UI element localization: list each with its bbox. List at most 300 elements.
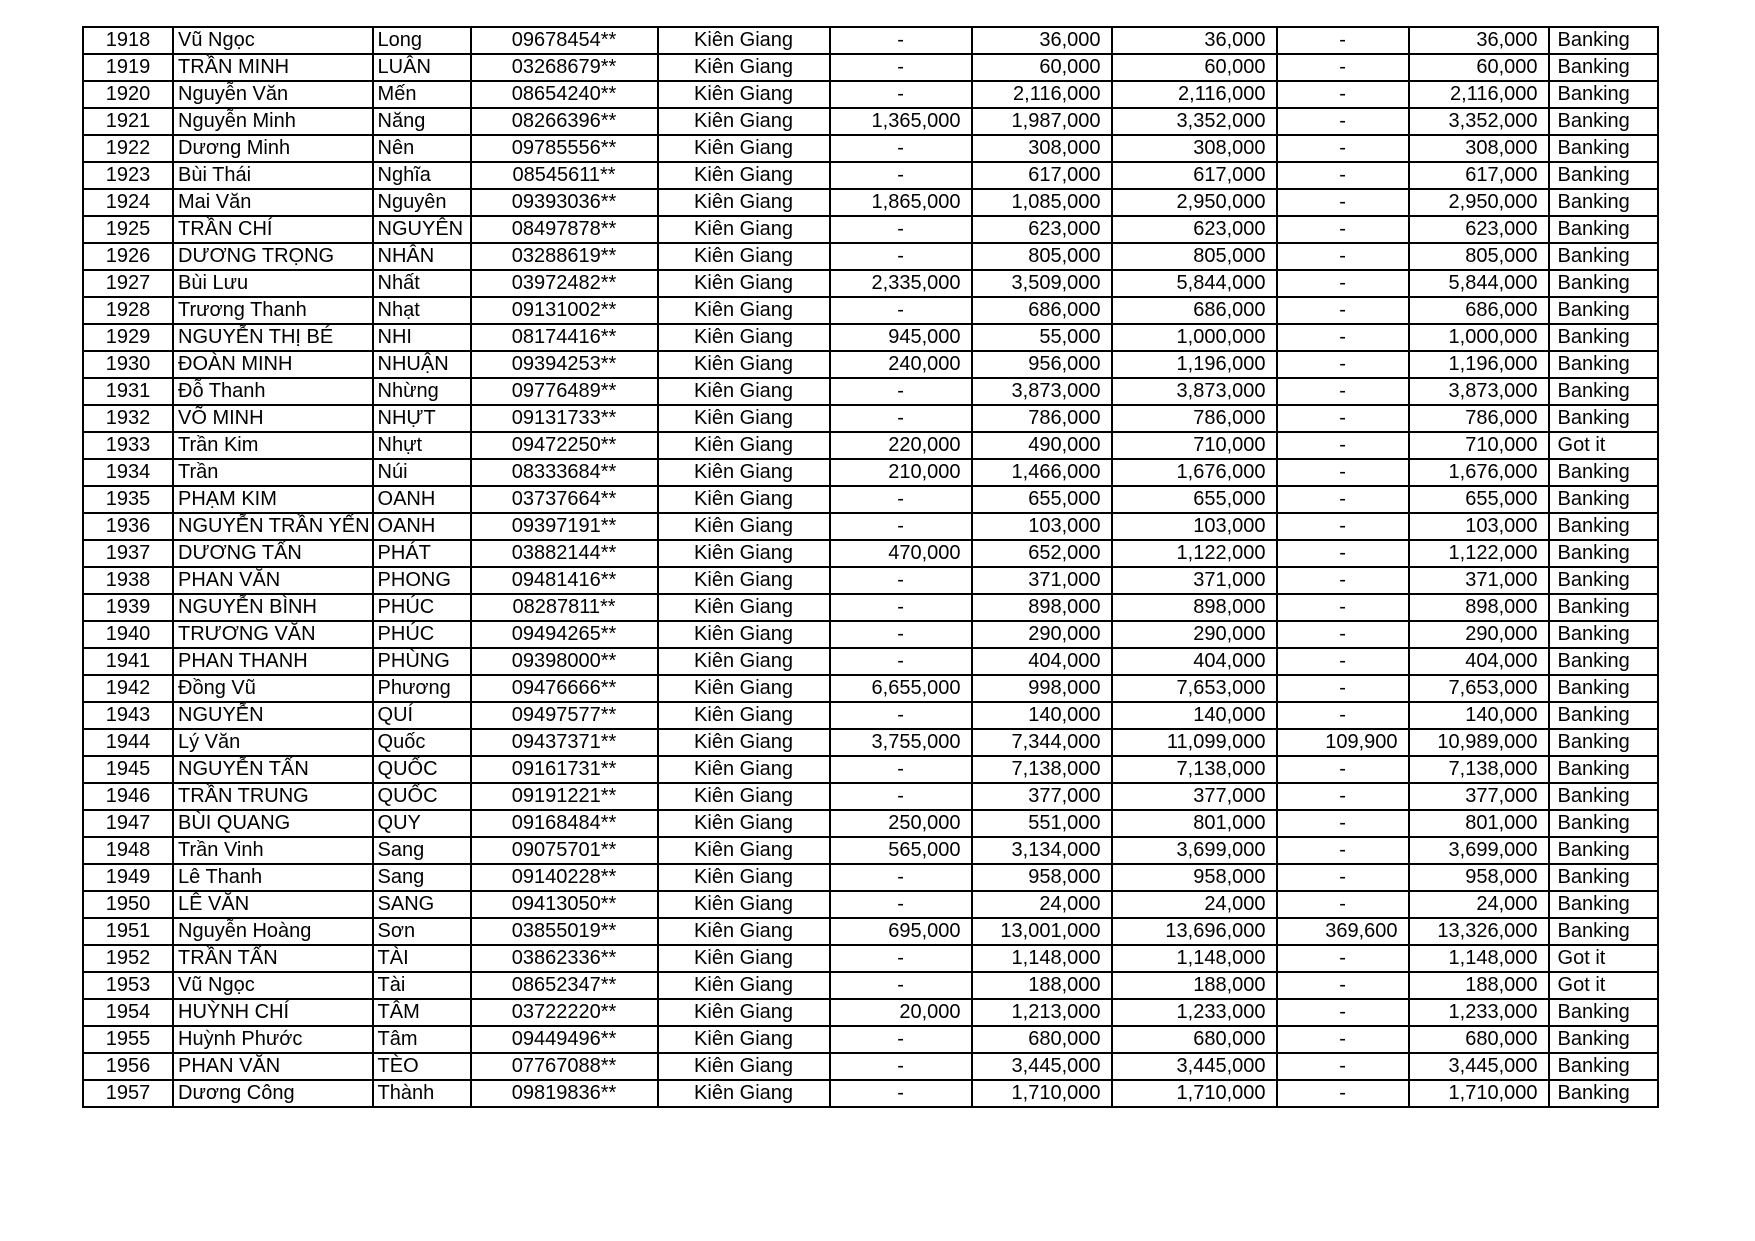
phone-cell: 09394253** [471,351,658,378]
amount-paid-cell: 3,873,000 [1409,378,1549,405]
amount-previous-cell: 945,000 [830,324,972,351]
province-cell: Kiên Giang [658,1080,830,1107]
amount-previous-cell: - [830,594,972,621]
province-cell: Kiên Giang [658,324,830,351]
amount-current-cell: 2,116,000 [972,81,1112,108]
row-number-cell: 1939 [83,594,173,621]
first-name-cell: Vũ Ngọc [173,27,373,54]
amount-previous-cell: - [830,405,972,432]
table-row [83,486,1658,513]
amount-current-cell: 655,000 [972,486,1112,513]
last-name-cell: Sang [373,837,471,864]
first-name-cell: Đỗ Thanh [173,378,373,405]
amount-total-cell: 2,116,000 [1112,81,1277,108]
table-row [83,783,1658,810]
last-name-cell: Nhất [373,270,471,297]
row-number-cell: 1922 [83,135,173,162]
phone-cell: 09140228** [471,864,658,891]
province-cell: Kiên Giang [658,756,830,783]
amount-total-cell: 7,653,000 [1112,675,1277,702]
amount-total-cell: 24,000 [1112,891,1277,918]
amount-current-cell: 1,987,000 [972,108,1112,135]
province-cell: Kiên Giang [658,864,830,891]
province-cell: Kiên Giang [658,972,830,999]
last-name-cell: NGUYÊN [373,216,471,243]
amount-paid-cell: 2,950,000 [1409,189,1549,216]
row-number-cell: 1935 [83,486,173,513]
amount-paid-cell: 1,710,000 [1409,1080,1549,1107]
payment-method-cell: Banking [1549,27,1658,54]
row-number-cell: 1919 [83,54,173,81]
amount-total-cell: 801,000 [1112,810,1277,837]
deduction-cell: - [1277,621,1409,648]
amount-current-cell: 140,000 [972,702,1112,729]
deduction-cell: - [1277,999,1409,1026]
row-number-cell: 1943 [83,702,173,729]
row-number-cell: 1957 [83,1080,173,1107]
row-number-cell: 1956 [83,1053,173,1080]
last-name-cell: NHI [373,324,471,351]
row-number-cell: 1944 [83,729,173,756]
last-name-cell: QUÍ [373,702,471,729]
phone-cell: 09776489** [471,378,658,405]
table-row [83,27,1658,54]
province-cell: Kiên Giang [658,216,830,243]
amount-previous-cell: - [830,648,972,675]
amount-paid-cell: 805,000 [1409,243,1549,270]
table-row [83,864,1658,891]
last-name-cell: Nhừng [373,378,471,405]
last-name-cell: PHONG [373,567,471,594]
first-name-cell: NGUYỄN THỊ BÉ [173,324,373,351]
amount-paid-cell: 710,000 [1409,432,1549,459]
table-row [83,1053,1658,1080]
amount-paid-cell: 140,000 [1409,702,1549,729]
amount-paid-cell: 898,000 [1409,594,1549,621]
amount-current-cell: 617,000 [972,162,1112,189]
deduction-cell: - [1277,702,1409,729]
first-name-cell: PHAN VĂN [173,1053,373,1080]
first-name-cell: Lý Văn [173,729,373,756]
row-number-cell: 1945 [83,756,173,783]
first-name-cell: TRẦN TRUNG [173,783,373,810]
payment-method-cell: Banking [1549,81,1658,108]
amount-previous-cell: - [830,1026,972,1053]
last-name-cell: PHÁT [373,540,471,567]
amount-total-cell: 1,710,000 [1112,1080,1277,1107]
last-name-cell: Tài [373,972,471,999]
deduction-cell: - [1277,1053,1409,1080]
table-row [83,135,1658,162]
amount-total-cell: 3,445,000 [1112,1053,1277,1080]
table-row [83,891,1658,918]
amount-current-cell: 13,001,000 [972,918,1112,945]
row-number-cell: 1924 [83,189,173,216]
row-number-cell: 1932 [83,405,173,432]
amount-paid-cell: 188,000 [1409,972,1549,999]
table-row [83,324,1658,351]
phone-cell: 09437371** [471,729,658,756]
amount-paid-cell: 404,000 [1409,648,1549,675]
amount-paid-cell: 786,000 [1409,405,1549,432]
province-cell: Kiên Giang [658,162,830,189]
amount-total-cell: 898,000 [1112,594,1277,621]
province-cell: Kiên Giang [658,1026,830,1053]
amount-total-cell: 188,000 [1112,972,1277,999]
amount-total-cell: 7,138,000 [1112,756,1277,783]
amount-paid-cell: 10,989,000 [1409,729,1549,756]
amount-total-cell: 3,699,000 [1112,837,1277,864]
payment-method-cell: Banking [1549,702,1658,729]
deduction-cell: - [1277,162,1409,189]
province-cell: Kiên Giang [658,108,830,135]
phone-cell: 08266396** [471,108,658,135]
amount-current-cell: 36,000 [972,27,1112,54]
phone-cell: 09785556** [471,135,658,162]
first-name-cell: Trần Kim [173,432,373,459]
amount-current-cell: 290,000 [972,621,1112,648]
amount-current-cell: 956,000 [972,351,1112,378]
amount-current-cell: 404,000 [972,648,1112,675]
amount-total-cell: 1,000,000 [1112,324,1277,351]
payment-method-cell: Banking [1549,405,1658,432]
amount-total-cell: 617,000 [1112,162,1277,189]
amount-paid-cell: 371,000 [1409,567,1549,594]
amount-paid-cell: 36,000 [1409,27,1549,54]
amount-current-cell: 60,000 [972,54,1112,81]
amount-previous-cell: - [830,567,972,594]
amount-previous-cell: - [830,621,972,648]
amount-paid-cell: 1,196,000 [1409,351,1549,378]
amount-previous-cell: - [830,972,972,999]
payment-method-cell: Banking [1549,810,1658,837]
phone-cell: 09678454** [471,27,658,54]
amount-current-cell: 371,000 [972,567,1112,594]
first-name-cell: VÕ MINH [173,405,373,432]
last-name-cell: Năng [373,108,471,135]
amount-current-cell: 686,000 [972,297,1112,324]
phone-cell: 09472250** [471,432,658,459]
payment-method-cell: Got it [1549,432,1658,459]
deduction-cell: - [1277,648,1409,675]
province-cell: Kiên Giang [658,621,830,648]
amount-current-cell: 652,000 [972,540,1112,567]
first-name-cell: Huỳnh Phước [173,1026,373,1053]
row-number-cell: 1933 [83,432,173,459]
province-cell: Kiên Giang [658,918,830,945]
last-name-cell: Nhạt [373,297,471,324]
phone-cell: 03862336** [471,945,658,972]
deduction-cell: - [1277,432,1409,459]
deduction-cell: - [1277,108,1409,135]
province-cell: Kiên Giang [658,729,830,756]
phone-cell: 03288619** [471,243,658,270]
table-row [83,243,1658,270]
province-cell: Kiên Giang [658,270,830,297]
province-cell: Kiên Giang [658,648,830,675]
phone-cell: 03268679** [471,54,658,81]
amount-previous-cell: 210,000 [830,459,972,486]
amount-total-cell: 2,950,000 [1112,189,1277,216]
amount-total-cell: 11,099,000 [1112,729,1277,756]
last-name-cell: Nên [373,135,471,162]
amount-total-cell: 371,000 [1112,567,1277,594]
phone-cell: 09131733** [471,405,658,432]
table-row [83,459,1658,486]
amount-previous-cell: - [830,783,972,810]
phone-cell: 08333684** [471,459,658,486]
amount-paid-cell: 3,445,000 [1409,1053,1549,1080]
amount-current-cell: 490,000 [972,432,1112,459]
payment-method-cell: Banking [1549,135,1658,162]
phone-cell: 08287811** [471,594,658,621]
payment-method-cell: Banking [1549,648,1658,675]
first-name-cell: TRẦN MINH [173,54,373,81]
table-body [83,27,1658,1107]
row-number-cell: 1952 [83,945,173,972]
last-name-cell: OANH [373,486,471,513]
table-row [83,729,1658,756]
province-cell: Kiên Giang [658,675,830,702]
amount-current-cell: 898,000 [972,594,1112,621]
amount-total-cell: 103,000 [1112,513,1277,540]
amount-current-cell: 24,000 [972,891,1112,918]
deduction-cell: - [1277,27,1409,54]
amount-paid-cell: 7,138,000 [1409,756,1549,783]
phone-cell: 09161731** [471,756,658,783]
table-row [83,972,1658,999]
table-row [83,54,1658,81]
amount-current-cell: 551,000 [972,810,1112,837]
deduction-cell: - [1277,567,1409,594]
amount-paid-cell: 1,148,000 [1409,945,1549,972]
amount-total-cell: 805,000 [1112,243,1277,270]
payment-method-cell: Got it [1549,972,1658,999]
amount-current-cell: 786,000 [972,405,1112,432]
amount-current-cell: 3,873,000 [972,378,1112,405]
payment-method-cell: Got it [1549,945,1658,972]
row-number-cell: 1936 [83,513,173,540]
deduction-cell: 369,600 [1277,918,1409,945]
row-number-cell: 1948 [83,837,173,864]
phone-cell: 09191221** [471,783,658,810]
amount-previous-cell: - [830,702,972,729]
deduction-cell: - [1277,81,1409,108]
amount-current-cell: 3,509,000 [972,270,1112,297]
row-number-cell: 1954 [83,999,173,1026]
amount-total-cell: 680,000 [1112,1026,1277,1053]
payment-method-cell: Banking [1549,108,1658,135]
amount-total-cell: 377,000 [1112,783,1277,810]
payment-method-cell: Banking [1549,540,1658,567]
first-name-cell: TRẦN TẤN [173,945,373,972]
first-name-cell: LÊ VĂN [173,891,373,918]
deduction-cell: - [1277,540,1409,567]
amount-current-cell: 377,000 [972,783,1112,810]
table-row [83,648,1658,675]
province-cell: Kiên Giang [658,81,830,108]
amount-paid-cell: 24,000 [1409,891,1549,918]
first-name-cell: BÙI QUANG [173,810,373,837]
amount-previous-cell: - [830,378,972,405]
payment-method-cell: Banking [1549,864,1658,891]
last-name-cell: QUỐC [373,783,471,810]
payment-method-cell: Banking [1549,189,1658,216]
first-name-cell: NGUYỄN TRẦN YẾN [173,513,373,540]
amount-current-cell: 1,466,000 [972,459,1112,486]
last-name-cell: Sang [373,864,471,891]
data-table [82,26,1659,1108]
last-name-cell: LUÂN [373,54,471,81]
table-row [83,216,1658,243]
table-row [83,594,1658,621]
province-cell: Kiên Giang [658,999,830,1026]
amount-previous-cell: - [830,513,972,540]
amount-total-cell: 1,148,000 [1112,945,1277,972]
last-name-cell: NHỰT [373,405,471,432]
first-name-cell: NGUYỄN BÌNH [173,594,373,621]
payment-method-cell: Banking [1549,297,1658,324]
payment-method-cell: Banking [1549,594,1658,621]
deduction-cell: 109,900 [1277,729,1409,756]
amount-previous-cell: 6,655,000 [830,675,972,702]
last-name-cell: QUY [373,810,471,837]
amount-total-cell: 623,000 [1112,216,1277,243]
province-cell: Kiên Giang [658,459,830,486]
last-name-cell: PHÚC [373,594,471,621]
table-row [83,945,1658,972]
payment-method-cell: Banking [1549,1080,1658,1107]
deduction-cell: - [1277,486,1409,513]
phone-cell: 03722220** [471,999,658,1026]
deduction-cell: - [1277,297,1409,324]
amount-previous-cell: 3,755,000 [830,729,972,756]
payment-method-cell: Banking [1549,459,1658,486]
amount-total-cell: 655,000 [1112,486,1277,513]
row-number-cell: 1925 [83,216,173,243]
amount-current-cell: 188,000 [972,972,1112,999]
amount-current-cell: 1,148,000 [972,945,1112,972]
amount-previous-cell: 2,335,000 [830,270,972,297]
last-name-cell: TÂM [373,999,471,1026]
last-name-cell: Phương [373,675,471,702]
amount-current-cell: 7,138,000 [972,756,1112,783]
table-row [83,81,1658,108]
amount-current-cell: 1,710,000 [972,1080,1112,1107]
phone-cell: 09397191** [471,513,658,540]
phone-cell: 03855019** [471,918,658,945]
amount-total-cell: 308,000 [1112,135,1277,162]
amount-previous-cell: - [830,243,972,270]
amount-total-cell: 404,000 [1112,648,1277,675]
payment-method-cell: Banking [1549,378,1658,405]
phone-cell: 07767088** [471,1053,658,1080]
province-cell: Kiên Giang [658,432,830,459]
deduction-cell: - [1277,189,1409,216]
first-name-cell: Trần Vinh [173,837,373,864]
deduction-cell: - [1277,864,1409,891]
row-number-cell: 1949 [83,864,173,891]
amount-current-cell: 7,344,000 [972,729,1112,756]
amount-previous-cell: 220,000 [830,432,972,459]
payment-method-cell: Banking [1549,999,1658,1026]
payment-method-cell: Banking [1549,783,1658,810]
deduction-cell: - [1277,945,1409,972]
phone-cell: 03882144** [471,540,658,567]
first-name-cell: Nguyễn Hoàng [173,918,373,945]
first-name-cell: PHAN VĂN [173,567,373,594]
first-name-cell: NGUYỄN TẤN [173,756,373,783]
amount-previous-cell: 240,000 [830,351,972,378]
amount-paid-cell: 1,676,000 [1409,459,1549,486]
payment-method-cell: Banking [1549,243,1658,270]
amount-previous-cell: - [830,81,972,108]
amount-paid-cell: 377,000 [1409,783,1549,810]
phone-cell: 09168484** [471,810,658,837]
table-row [83,1080,1658,1107]
amount-previous-cell: - [830,864,972,891]
amount-current-cell: 308,000 [972,135,1112,162]
table-row [83,513,1658,540]
payment-method-cell: Banking [1549,891,1658,918]
amount-previous-cell: - [830,1080,972,1107]
row-number-cell: 1929 [83,324,173,351]
amount-paid-cell: 3,352,000 [1409,108,1549,135]
table-row [83,405,1658,432]
province-cell: Kiên Giang [658,702,830,729]
row-number-cell: 1947 [83,810,173,837]
amount-paid-cell: 958,000 [1409,864,1549,891]
table-row [83,567,1658,594]
deduction-cell: - [1277,243,1409,270]
table-row [83,540,1658,567]
first-name-cell: DƯƠNG TẤN [173,540,373,567]
province-cell: Kiên Giang [658,513,830,540]
table-row [83,918,1658,945]
province-cell: Kiên Giang [658,837,830,864]
first-name-cell: Mai Văn [173,189,373,216]
first-name-cell: HUỲNH CHÍ [173,999,373,1026]
last-name-cell: SANG [373,891,471,918]
amount-previous-cell: - [830,1053,972,1080]
amount-paid-cell: 617,000 [1409,162,1549,189]
amount-previous-cell: - [830,891,972,918]
payment-method-cell: Banking [1549,54,1658,81]
amount-previous-cell: 250,000 [830,810,972,837]
row-number-cell: 1941 [83,648,173,675]
row-number-cell: 1926 [83,243,173,270]
first-name-cell: Bùi Lưu [173,270,373,297]
phone-cell: 09449496** [471,1026,658,1053]
phone-cell: 09481416** [471,567,658,594]
province-cell: Kiên Giang [658,540,830,567]
amount-paid-cell: 60,000 [1409,54,1549,81]
amount-total-cell: 13,696,000 [1112,918,1277,945]
phone-cell: 03972482** [471,270,658,297]
last-name-cell: PHÚC [373,621,471,648]
table-row [83,162,1658,189]
amount-paid-cell: 13,326,000 [1409,918,1549,945]
first-name-cell: Bùi Thái [173,162,373,189]
province-cell: Kiên Giang [658,54,830,81]
row-number-cell: 1953 [83,972,173,999]
last-name-cell: Sơn [373,918,471,945]
table-row [83,999,1658,1026]
phone-cell: 09819836** [471,1080,658,1107]
deduction-cell: - [1277,513,1409,540]
amount-paid-cell: 1,122,000 [1409,540,1549,567]
amount-current-cell: 805,000 [972,243,1112,270]
